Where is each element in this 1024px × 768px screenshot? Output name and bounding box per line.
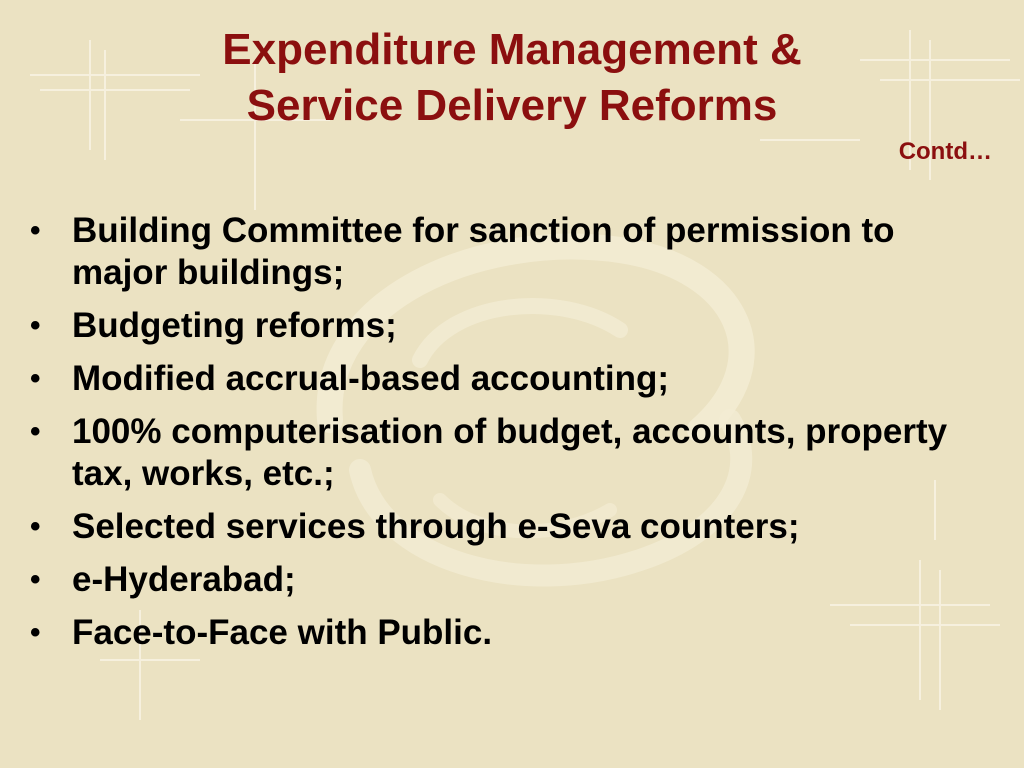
- bullet-list: [28, 210, 978, 665]
- bullet-dot-icon: •: [30, 415, 41, 448]
- bullet-text: Selected services through e-Seva counters;: [72, 507, 800, 546]
- bullet-item: [28, 411, 978, 495]
- bullet-dot-icon: •: [30, 563, 41, 596]
- bullet-item: [28, 559, 978, 601]
- bullet-text: e-Hyderabad;: [72, 560, 296, 599]
- bullet-text: 100% computerisation of budget, accounts, property tax, works, etc.;: [72, 412, 948, 493]
- bullet-text: Budgeting reforms;: [72, 306, 397, 345]
- bullet-dot-icon: •: [30, 214, 41, 247]
- bullet-item: [28, 210, 978, 294]
- bullet-text: Building Committee for sanction of permission to major buildings;: [72, 211, 895, 292]
- slide-title-line-2: Service Delivery Reforms: [246, 81, 778, 130]
- bullet-dot-icon: •: [30, 616, 41, 649]
- slide-title-line-1: Expenditure Management &: [222, 25, 802, 74]
- bullet-text: Face-to-Face with Public.: [72, 613, 493, 652]
- bullet-dot-icon: •: [30, 309, 41, 342]
- continued-label: Contd…: [898, 138, 992, 165]
- bullet-item: [28, 506, 978, 548]
- slide-title: [0, 22, 1024, 134]
- bullet-text: Modified accrual-based accounting;: [72, 359, 670, 398]
- bullet-dot-icon: •: [30, 510, 41, 543]
- bullet-item: [28, 358, 978, 400]
- bullet-item: [28, 305, 978, 347]
- bullet-item: [28, 612, 978, 654]
- bullet-dot-icon: •: [30, 362, 41, 395]
